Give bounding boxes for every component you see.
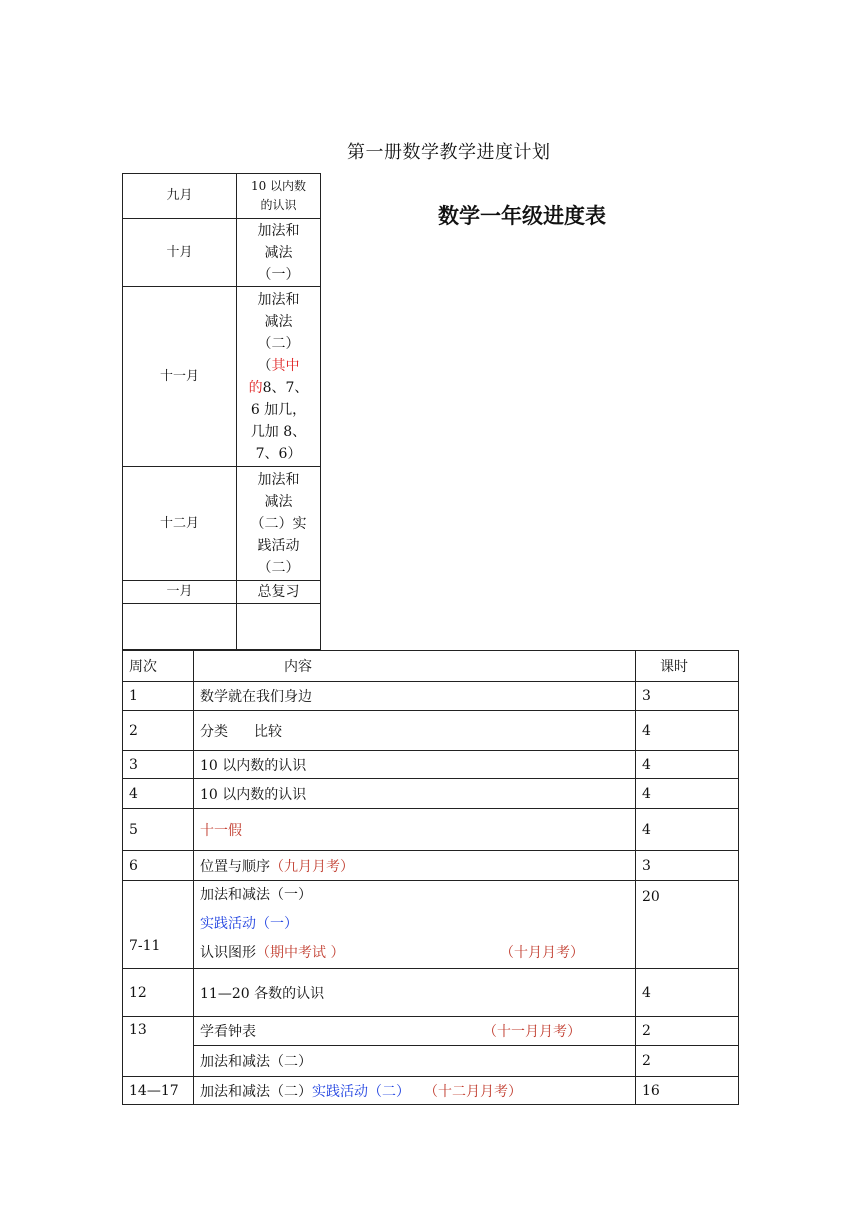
month-row	[123, 581, 321, 604]
week-cell: 4	[123, 779, 194, 809]
content-line: 减法	[264, 493, 293, 510]
week-cell: 3	[123, 751, 194, 779]
content-text: 认识图形	[200, 945, 256, 961]
note-red-text: 其中	[271, 357, 300, 374]
content-line: 加法和	[257, 471, 300, 488]
month-cell: 十月	[123, 219, 237, 287]
table-row	[123, 881, 739, 969]
month-row	[123, 219, 321, 287]
content-text: 位置与顺序	[200, 858, 270, 875]
content-line: 几加 8、	[250, 423, 307, 440]
content-line	[200, 939, 629, 968]
week-cell: 14—17	[123, 1077, 194, 1105]
content-line	[239, 377, 318, 399]
schedule-table	[122, 650, 739, 1105]
exam-note: （九月月考）	[270, 858, 354, 875]
content-line: 加法和	[257, 222, 300, 239]
content-cell: 十一假	[194, 809, 636, 851]
month-content-cell	[237, 467, 321, 581]
week-cell: 12	[123, 969, 194, 1017]
table-row	[123, 751, 739, 779]
week-cell: 6	[123, 851, 194, 881]
content-text: 比较	[254, 723, 282, 740]
month-cell: 九月	[123, 174, 237, 219]
hours-cell: 16	[636, 1077, 739, 1105]
content-line: 加法和	[257, 291, 300, 308]
hours-cell: 3	[636, 851, 739, 881]
hours-cell: 4	[636, 779, 739, 809]
header-content: 内容	[194, 651, 636, 682]
month-row	[123, 174, 321, 219]
month-content-cell	[237, 219, 321, 287]
content-text: 加法和减法（二）	[200, 1083, 312, 1100]
table-row	[123, 1077, 739, 1105]
content-line	[239, 355, 318, 377]
content-line: （一）	[257, 266, 300, 283]
table-row	[123, 779, 739, 809]
month-content-cell: 总复习	[237, 581, 321, 604]
content-cell	[194, 711, 636, 751]
hours-cell: 4	[636, 969, 739, 1017]
content-line: 的认识	[260, 198, 297, 212]
content-cell: 10 以内数的认识	[194, 779, 636, 809]
header-hours: 课时	[636, 651, 739, 682]
exam-note: （期中考试 ）	[256, 945, 345, 961]
content-cell	[194, 1077, 636, 1105]
table-row	[123, 1046, 739, 1077]
content-line: 10 以内数	[250, 179, 307, 193]
week-cell: 13	[123, 1017, 194, 1077]
content-line: （二）	[257, 335, 300, 352]
table-header-row	[123, 651, 739, 682]
table-row	[123, 809, 739, 851]
hours-cell: 4	[636, 809, 739, 851]
month-table	[122, 173, 321, 650]
page-title: 第一册数学教学进度计划	[347, 142, 551, 163]
hours-cell: 4	[636, 751, 739, 779]
hours-cell: 3	[636, 682, 739, 711]
note-red-text: 的	[248, 379, 263, 396]
content-text: 分类	[200, 723, 228, 740]
content-cell: 11—20 各数的认识	[194, 969, 636, 1017]
content-line: 减法	[264, 244, 293, 261]
hours-cell: 2	[636, 1017, 739, 1046]
note-open: （	[257, 357, 272, 374]
table-row	[123, 1017, 739, 1046]
month-cell: 十二月	[123, 467, 237, 581]
content-line: （二）实	[250, 515, 307, 532]
content-cell: 10 以内数的认识	[194, 751, 636, 779]
hours-cell: 4	[636, 711, 739, 751]
content-line: 加法和减法（一）	[200, 887, 312, 903]
content-cell: 加法和减法（二）	[194, 1046, 636, 1077]
empty-cell	[123, 604, 237, 650]
hours-cell: 20	[636, 881, 739, 969]
month-cell: 一月	[123, 581, 237, 604]
content-line: 6 加几，	[250, 401, 307, 418]
table-row	[123, 682, 739, 711]
empty-cell	[237, 604, 321, 650]
exam-note: （十月月考）	[500, 945, 584, 961]
month-row-empty	[123, 604, 321, 650]
month-content-cell	[237, 174, 321, 219]
week-cell: 1	[123, 682, 194, 711]
content-cell: 数学就在我们身边	[194, 682, 636, 711]
content-cell	[194, 881, 636, 969]
content-text-blue: 实践活动（二）	[312, 1083, 410, 1100]
content-cell	[194, 1017, 636, 1046]
hours-cell: 2	[636, 1046, 739, 1077]
table-row	[123, 851, 739, 881]
content-cell	[194, 851, 636, 881]
header-week: 周次	[123, 651, 194, 682]
month-row	[123, 287, 321, 467]
month-row	[123, 467, 321, 581]
note-text: 8、7、	[262, 379, 309, 396]
week-cell: 2	[123, 711, 194, 751]
table-row	[123, 711, 739, 751]
content-line: 实践活动（一）	[200, 916, 298, 932]
content-line: 减法	[264, 313, 293, 330]
content-line: （二）	[257, 559, 300, 576]
exam-note: （十二月月考）	[424, 1083, 522, 1100]
week-cell: 5	[123, 809, 194, 851]
sub-title: 数学一年级进度表	[438, 204, 606, 228]
table-row	[123, 969, 739, 1017]
content-line: 践活动	[257, 537, 300, 554]
month-content-cell	[237, 287, 321, 467]
month-cell: 十一月	[123, 287, 237, 467]
content-text: 学看钟表	[200, 1024, 256, 1040]
content-line: 7、6）	[255, 445, 302, 462]
exam-note: （十一月月考）	[483, 1024, 581, 1040]
week-cell: 7-11	[123, 881, 194, 969]
